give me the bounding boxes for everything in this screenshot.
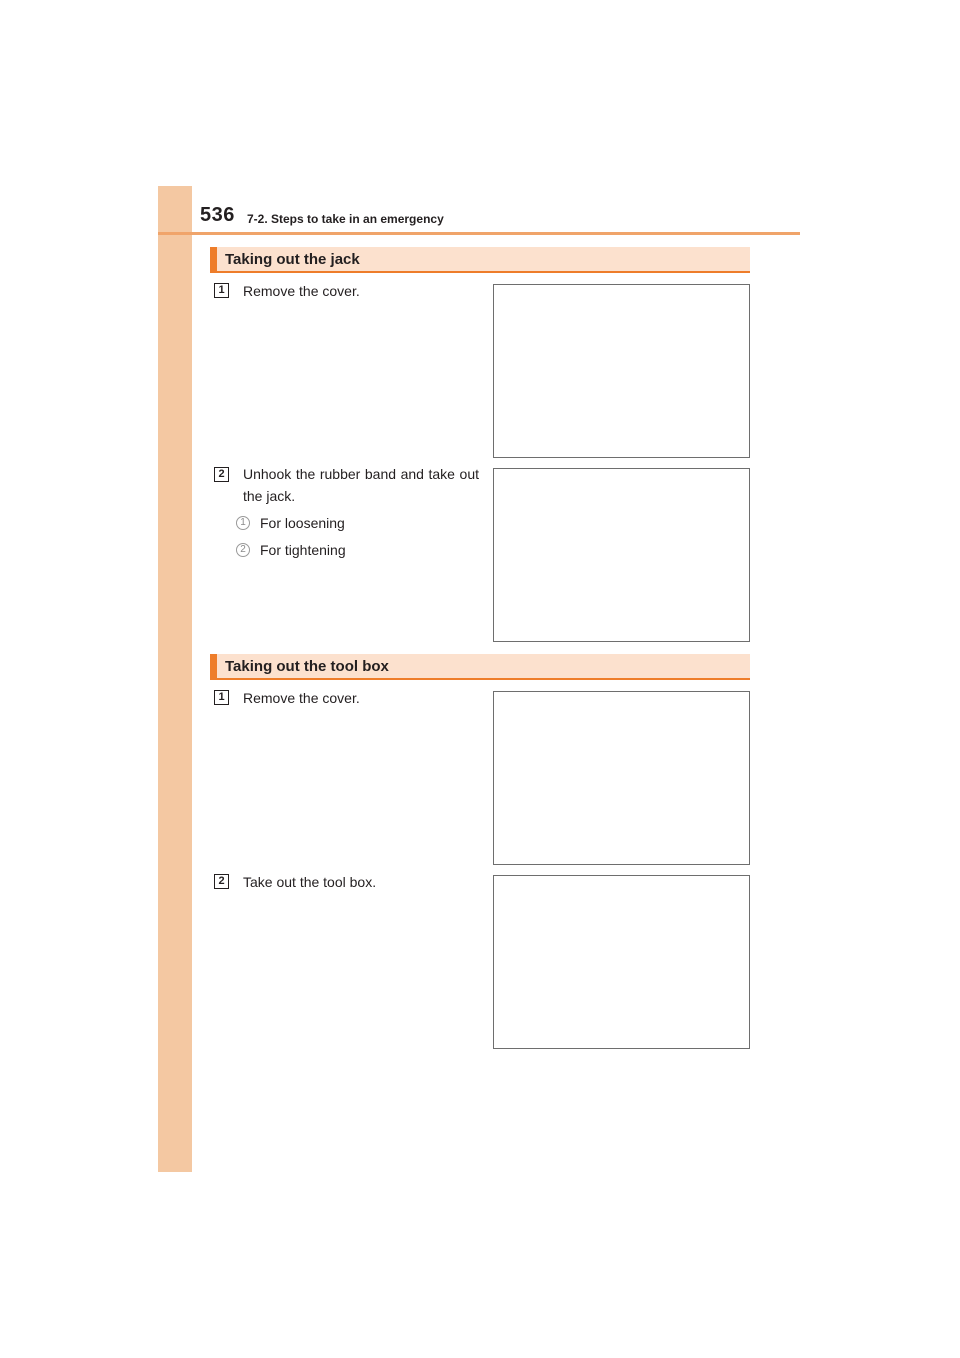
step-number: 1 bbox=[214, 690, 229, 705]
header-divider bbox=[158, 232, 800, 235]
figure-remove-cover bbox=[493, 691, 750, 865]
page-number: 536 bbox=[200, 204, 235, 226]
section-title: Taking out the jack bbox=[225, 251, 360, 268]
section-header-tool-box bbox=[210, 654, 750, 680]
step-text: Remove the cover. bbox=[243, 690, 360, 706]
callout-text: For tightening bbox=[260, 542, 346, 558]
step-text: Remove the cover. bbox=[243, 283, 360, 299]
figure-remove-cover bbox=[493, 284, 750, 458]
chapter-title: 7-2. Steps to take in an emergency bbox=[247, 212, 444, 226]
figure-tool-box bbox=[493, 875, 750, 1049]
callout-text: For loosening bbox=[260, 515, 345, 531]
callout-marker: 2 bbox=[236, 543, 250, 557]
step-number: 1 bbox=[214, 283, 229, 298]
section-title: Taking out the tool box bbox=[225, 658, 389, 675]
callout-marker: 1 bbox=[236, 516, 250, 530]
step-number: 2 bbox=[214, 874, 229, 889]
section-header-jack bbox=[210, 247, 750, 273]
step-number: 2 bbox=[214, 467, 229, 482]
step-text: Take out the tool box. bbox=[243, 874, 377, 890]
chapter-side-tab bbox=[158, 186, 192, 1172]
figure-jack-rubber-band bbox=[493, 468, 750, 642]
step-text: Unhook the rubber band and take out the jack. bbox=[243, 466, 479, 504]
